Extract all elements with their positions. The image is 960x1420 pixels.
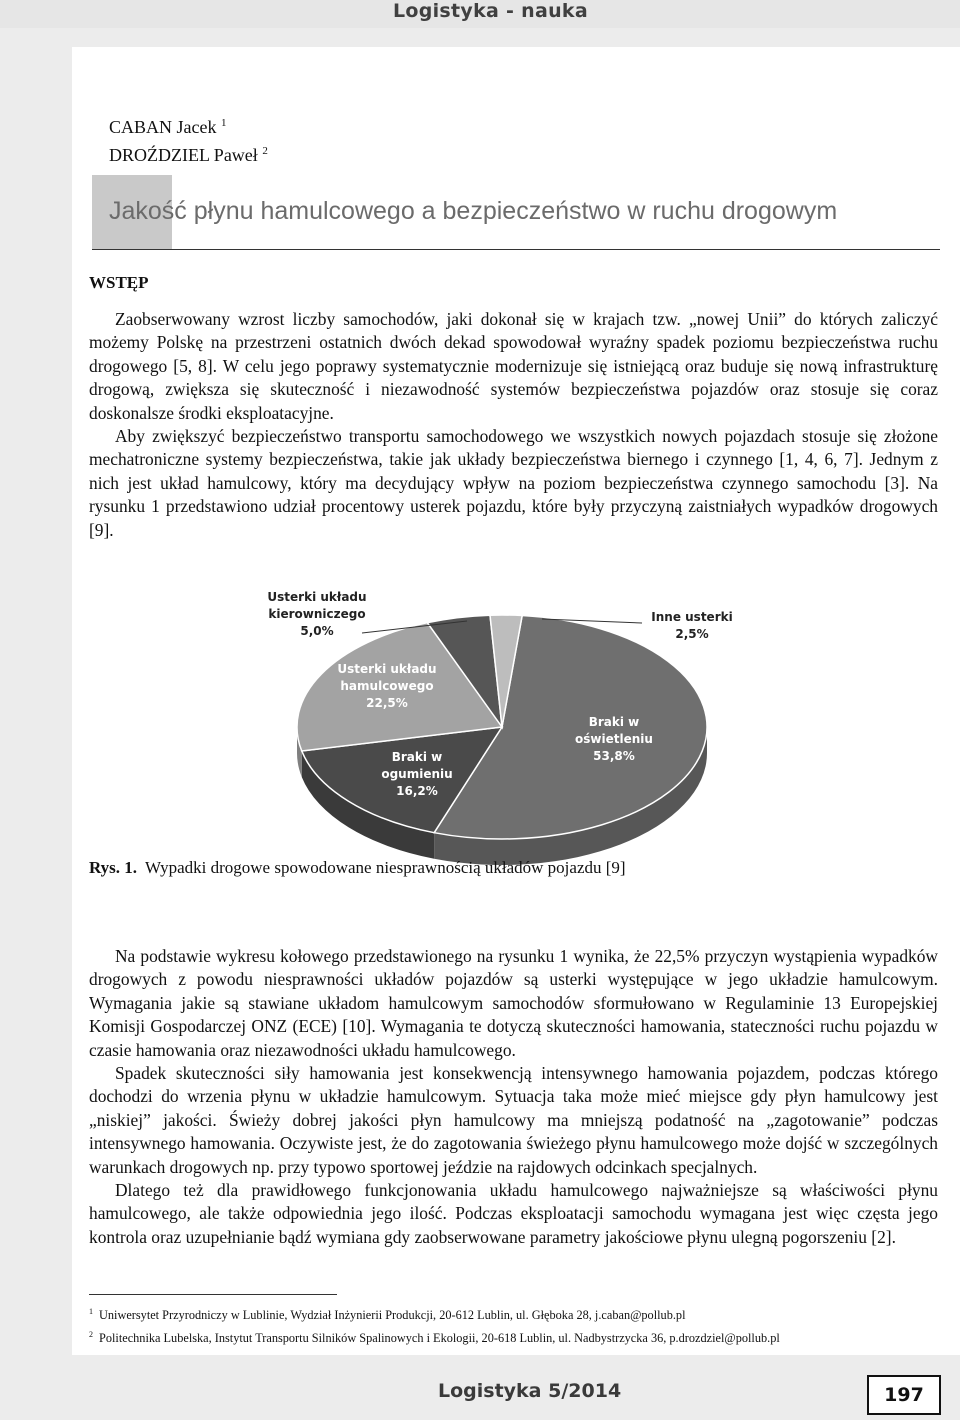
pie-chart	[262, 557, 762, 897]
page-footer	[0, 1368, 960, 1420]
figure-caption-text: Wypadki drogowe spowodowane niesprawnością układów pojazdu [9]	[145, 858, 626, 877]
footnote-1: $^1$ Uniwersytet Przyrodniczy w Lublinie, Wydział Inżynierii Produkcji, 20-612 Lublin, ul. Głęboka 28, j.caban@pollub.pl	[89, 1307, 686, 1323]
footnotes	[89, 1302, 939, 1348]
pie-category-label: Inne usterki	[651, 610, 733, 624]
paragraph: Aby zwiększyć bezpieczeństwo transportu samochodowego we wszystkich nowych pojazdach stosuje się złożone mechatroniczne systemy bezpieczeństwa, takie jak układy bezpieczeństwa biernego i czynnego [1, 4, 6, 7]. Jednym z nich jest układ hamulcowy, który ma decydujący wpływ na poziom bezpieczeństwa czynnego samochodu [3]. Na rysunku 1 przedstawiono udział procentowy usterek pojazdu, które były przyczyną zaistniałych wypadków drogowych [9].	[89, 426, 938, 540]
pie-category-label: oświetleniu	[575, 732, 653, 746]
paragraph: Dlatego też dla prawidłowego funkcjonowania układu hamulcowego najważniejsze są właściwości płynu hamulcowego, ale także odpowiednia jego ilość. Podczas eksploatacji samochodu wymagana jest więc częsta jego kontrola oraz uzupełnianie bądź wymiana gdy zaobserwowane parametry jakościowe płynu ulegną pogorszeniu [2].	[89, 1180, 938, 1247]
pie-category-label: hamulcowego	[340, 679, 434, 693]
pie-value-label: 2,5%	[675, 627, 709, 641]
author-1: CABAN Jacek $^1$	[109, 117, 227, 137]
running-title: Logistyka - nauka	[392, 0, 588, 22]
figure-label: Rys. 1.	[89, 858, 138, 877]
author-list	[109, 111, 268, 167]
pie-value-label: 5,0%	[300, 624, 334, 638]
article-title: Jakość płynu hamulcowego a bezpieczeństwo w ruchu drogowym	[109, 197, 838, 225]
paragraph: Zaobserwowany wzrost liczby samochodów, jaki dokonał się w krajach tzw. „nowej Unii” do których zaliczyć możemy Polskę na przestrzeni ostatnich dwóch dekad spowodował wyraźny spadek poziomu bezpieczeństwa ruchu drogowego [5, 8]. W celu jego poprawy systematycznie modernizuje się istniejącą oraz buduje się nową infrastrukturę drogową, zwiększa się skuteczność i niezawodność systemów bezpieczeństwa pojazdów oraz stosuje się coraz doskonalsze środki eksploatacyjne.	[89, 309, 938, 423]
title-rule	[92, 249, 940, 250]
article-page	[72, 47, 960, 1355]
pie-category-label: Usterki układu	[337, 662, 437, 676]
footnote-rule	[89, 1294, 337, 1295]
pie-value-label: 16,2%	[396, 784, 438, 798]
author-2: DROŹDZIEL Paweł $^2$	[109, 145, 268, 165]
paragraph: Spadek skuteczności siły hamowania jest konsekwencją intensywnego hamowania pojazdem, podczas którego dochodzi do wrzenia płynu w układzie hamulcowym. Sytuacja taka może mieć miejsce gdy płyn hamulcowy jest „niskiej” jakości. Świeży dobrej jakości płyn hamulcowy ma mniejszą podatność na „zagotowanie” podczas intensywnego hamowania. Oczywiste jest, że do zagotowania świeżego płynu hamulcowego może dojść w szczególnych warunkach drogowych np. przy typowo sportowej jeździe na rajdowych odcinkach specjalnych.	[89, 1063, 938, 1177]
pie-category-label: Braki w	[391, 750, 443, 764]
figure-caption	[89, 858, 626, 878]
footnote-2: $^2$ Politechnika Lubelska, Instytut Transportu Silników Spalinowych i Ekologii, 20-618 Lublin, ul. Nadbystrzycka 36, p.drozdziel@pollub.pl	[89, 1330, 780, 1346]
paragraph: Na podstawie wykresu kołowego przedstawionego na rysunku 1 wynika, że 22,5% przyczyn wystąpienia wypadków drogowych z powodu niesprawności układów pojazdów są usterki występujące w jego układzie hamulcowym. Wymagania jakie są stawiane układom hamulcowym samochodów sformułowano w Regulaminie 13 Europejskiej Komisji Gospodarczej ONZ (ECE) [10]. Wymagania te dotyczą skuteczności hamowania, stateczności ruchu pojazdu w czasie hamowania oraz niezawodności układu hamulcowego.	[89, 946, 938, 1060]
pie-category-label: Braki w	[588, 715, 640, 729]
pie-category-label: kierowniczego	[268, 607, 366, 621]
intro-text	[89, 308, 938, 542]
body-text	[89, 945, 938, 1249]
pie-value-label: 22,5%	[366, 696, 408, 710]
section-heading: WSTĘP	[89, 273, 149, 292]
page-number: 197	[867, 1375, 941, 1415]
pie-category-label: ogumieniu	[381, 767, 453, 781]
running-header	[0, 0, 960, 28]
journal-name: Logistyka 5/2014	[438, 1380, 622, 1402]
pie-value-label: 53,8%	[593, 749, 635, 763]
pie-category-label: Usterki układu	[267, 590, 367, 604]
